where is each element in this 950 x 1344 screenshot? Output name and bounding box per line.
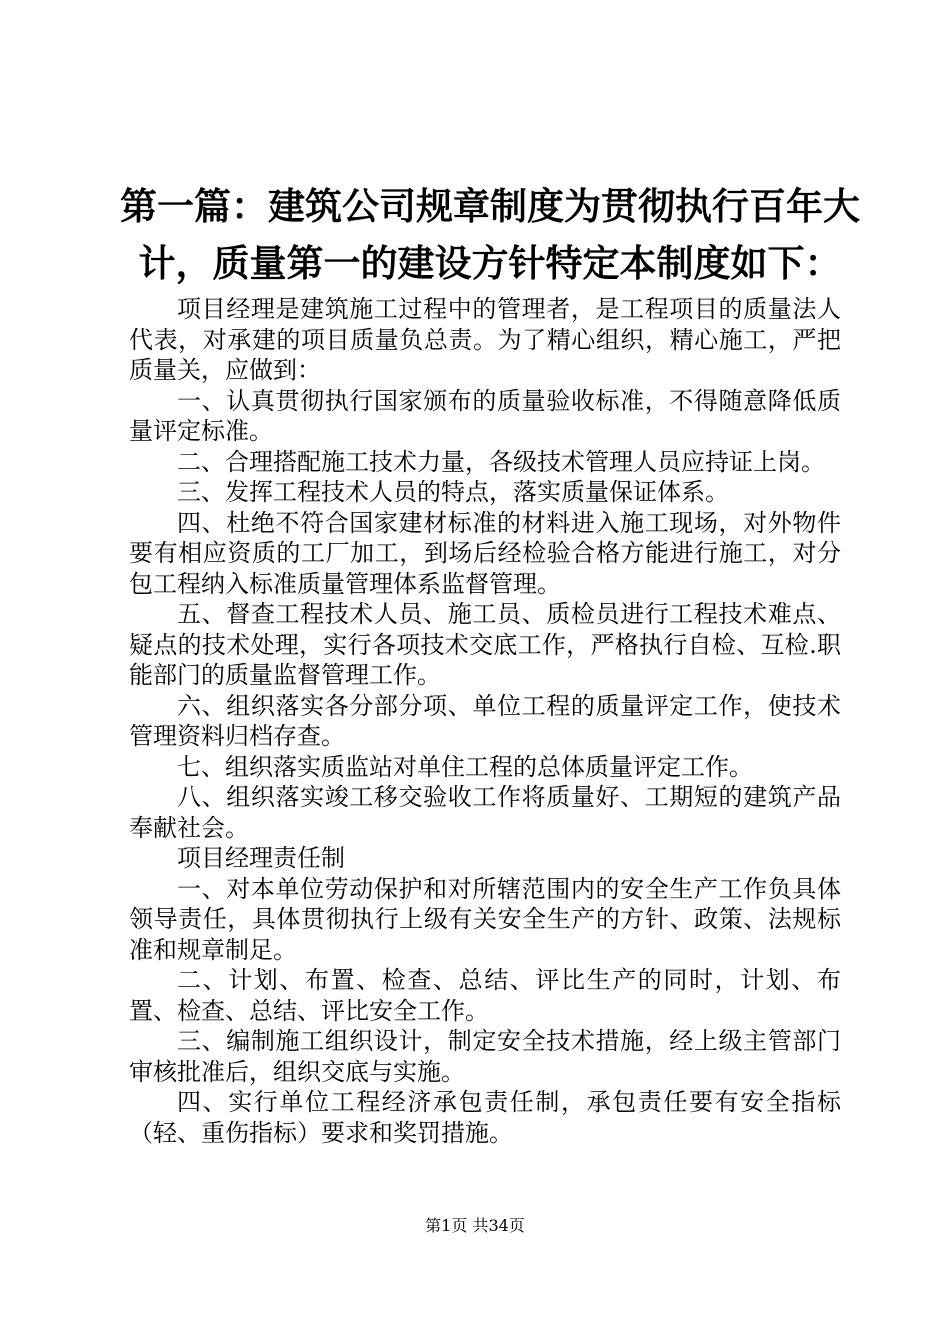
section-heading: 项目经理责任制 [177,844,345,872]
paragraph: 五、督查工程技术人员、施工员、质检员进行工程技术难点、疑点的技术处理，实行各项技术交底工作，严格执行自检、互检.职能部门的质量监督管理工作。 [129,600,841,689]
paragraph: 二、计划、布置、检查、总结、评比生产的同时，计划、布置、检查、总结、评比安全工作。 [129,966,841,1025]
paragraph: 六、组织落实各分部分项、单位工程的质量评定工作，使技术管理资料归档存查。 [129,691,841,750]
paragraph: 项目经理是建筑施工过程中的管理者，是工程项目的质量法人代表，对承建的项目质量负总责。为了精心组织，精心施工，严把质量关，应做到： [129,295,841,384]
paragraph: 二、合理搭配施工技术力量，各级技术管理人员应持证上岗。 [177,447,825,476]
paragraph: 八、组织落实竣工移交验收工作将质量好、工期短的建筑产品奉献社会。 [129,783,841,842]
paragraph: 四、杜绝不符合国家建材标准的材料进入施工现场，对外物件要有相应资质的工厂加工，到场后经检验合格方能进行施工，对分包工程纳入标准质量管理体系监督管理。 [129,508,841,598]
document-body [129,294,841,1148]
paragraph: 一、对本单位劳动保护和对所辖范围内的安全生产工作负具体领导责任，具体贯彻执行上级有关安全生产的方针、政策、法规标准和规章制足。 [129,874,841,964]
paragraph: 四、实行单位工程经济承包责任制，承包责任要有安全指标（轻、重伤指标）要求和奖罚措施。 [129,1088,841,1147]
page-footer: 第1页 共34页 [425,1216,525,1235]
paragraph: 一、认真贯彻执行国家颁布的质量验收标准，不得随意降低质量评定标准。 [129,386,841,445]
paragraph: 三、编制施工组织设计，制定安全技术措施，经上级主管部门审核批准后，组织交底与实施。 [129,1027,841,1086]
paragraph: 三、发挥工程技术人员的特点，落实质量保证体系。 [177,478,729,506]
document-title: 第一篇：建筑公司规章制度为贯彻执行百年大计，质量第一的建设方针特定本制度如下： [120,185,860,285]
paragraph: 七、组织落实质监站对单住工程的总体质量评定工作。 [177,752,753,781]
